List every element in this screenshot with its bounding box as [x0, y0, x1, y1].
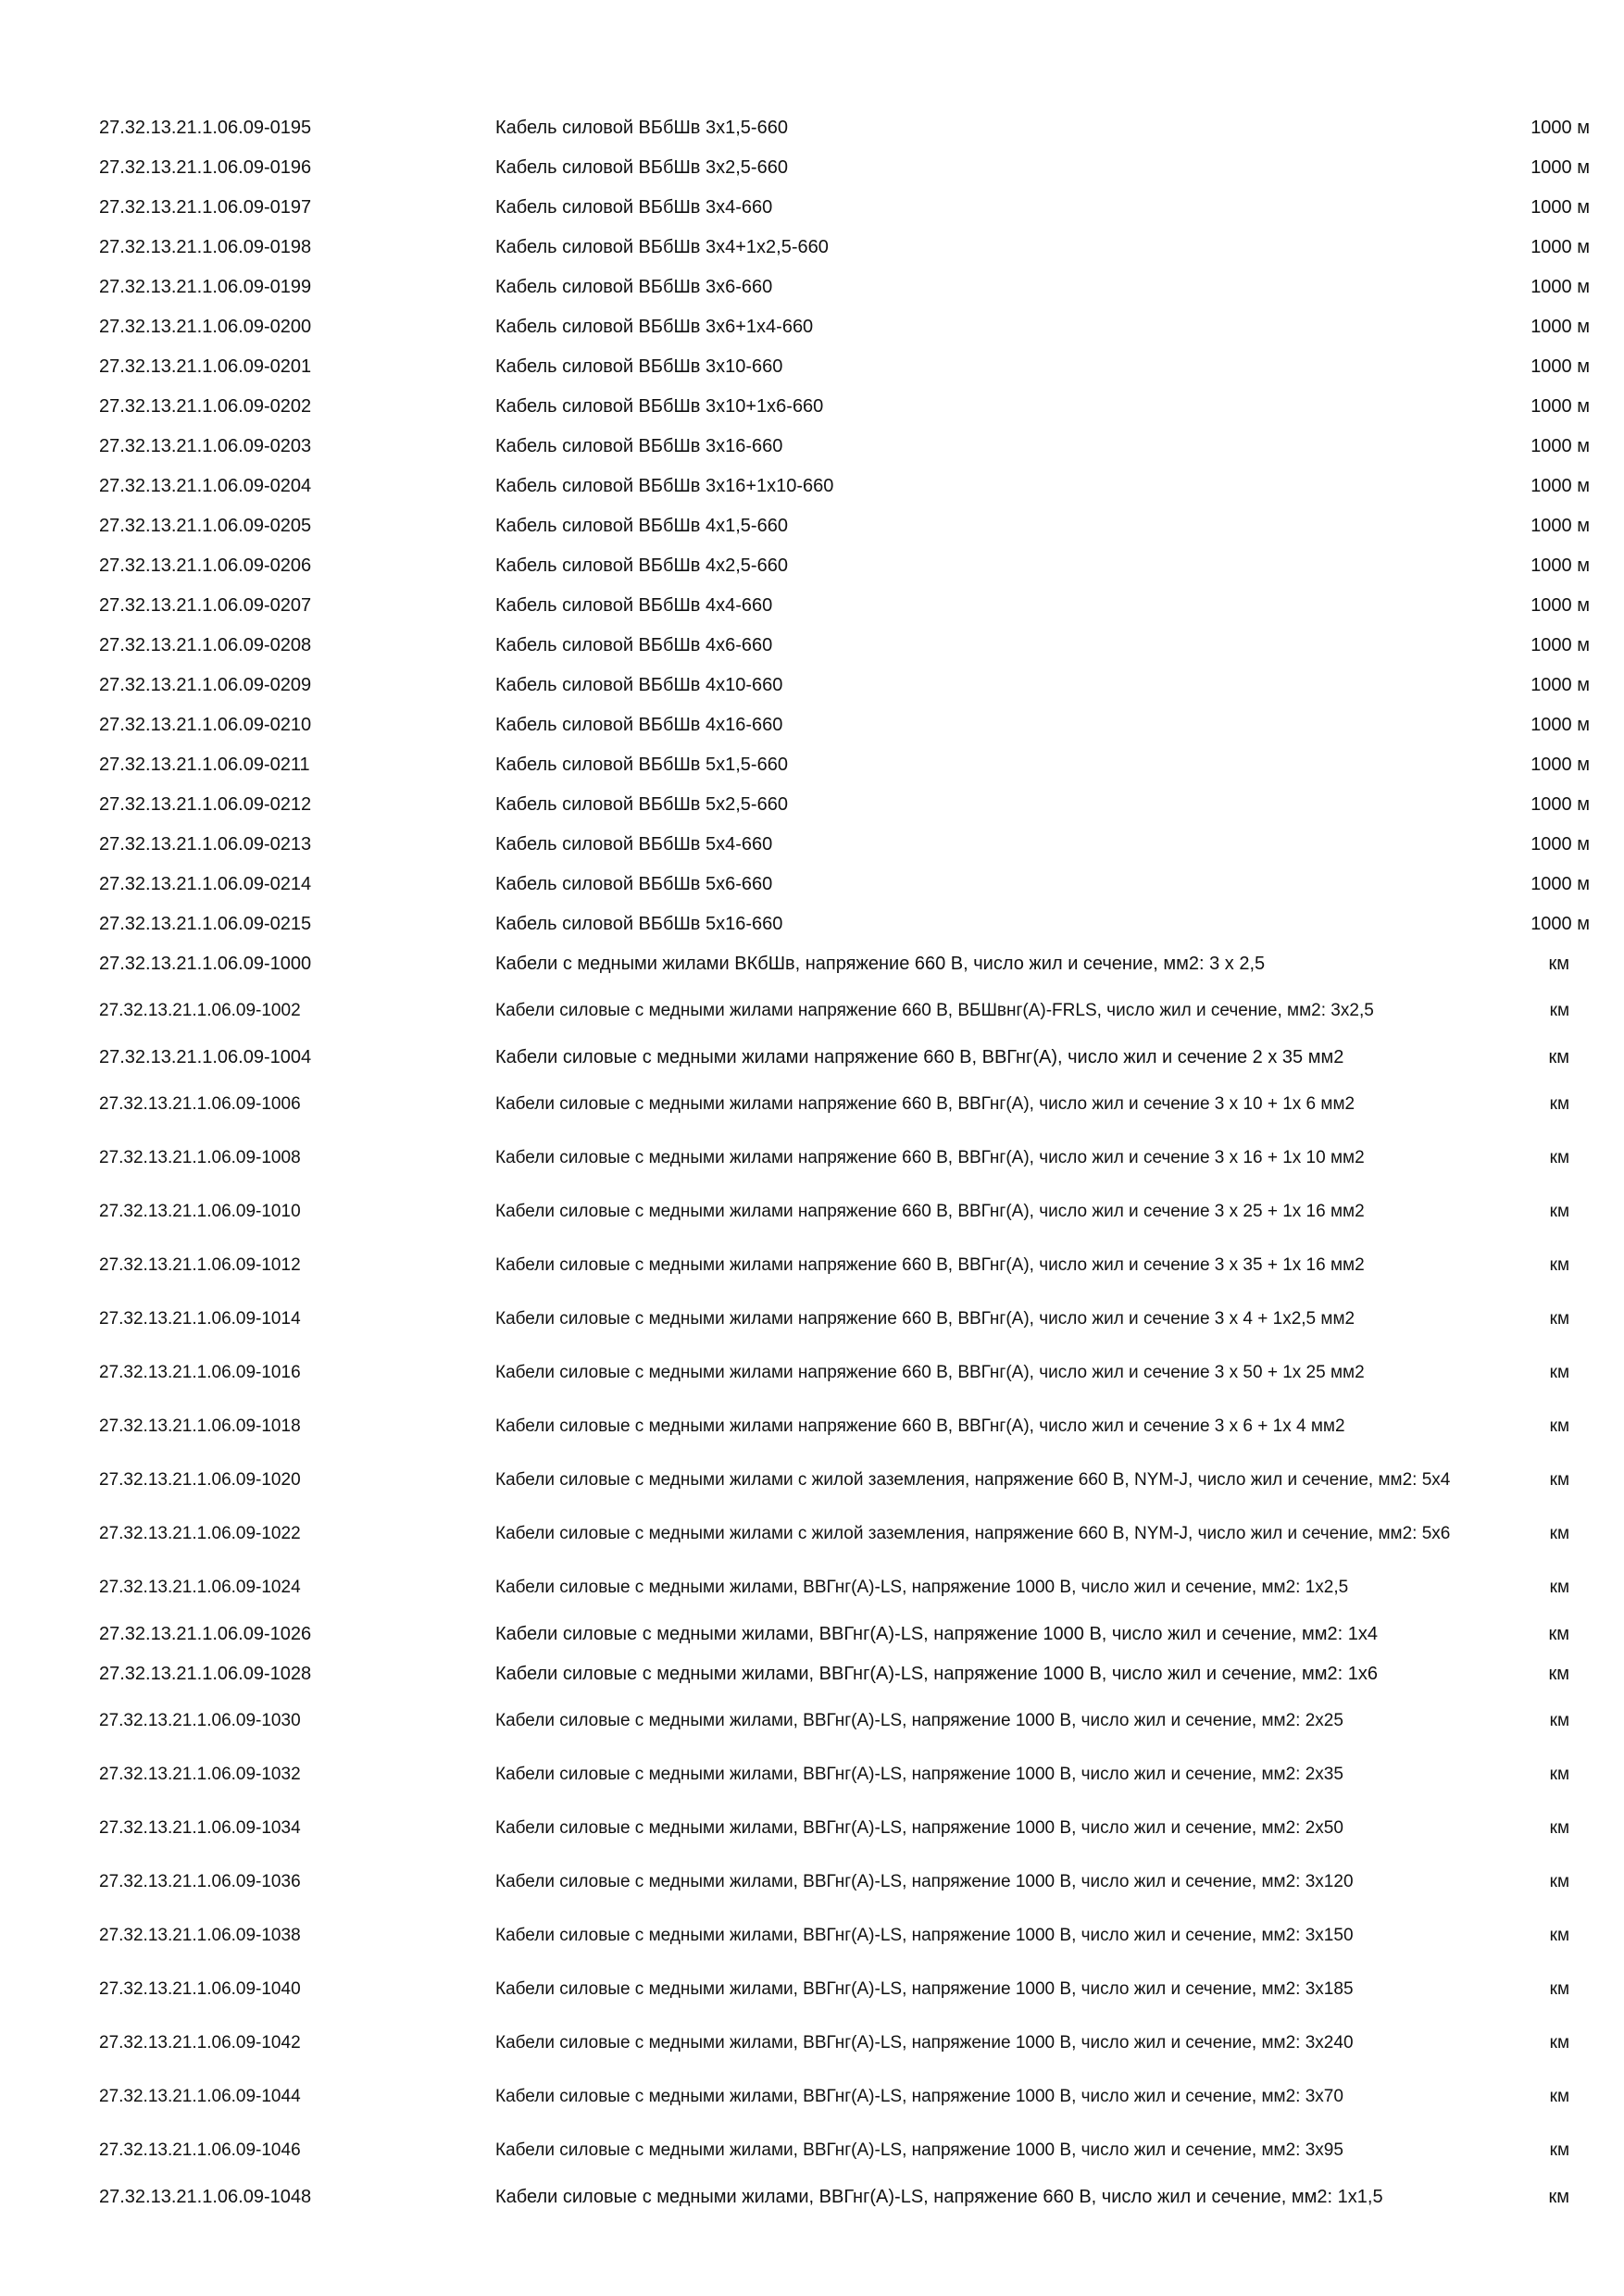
item-code: 27.32.13.21.1.06.09-1032	[99, 1764, 301, 1784]
item-name: Кабели силовые с медными жилами напряжение 660 В, ВВГнг(А), число жил и сечение 3 х 50 + 1х 25 мм2	[495, 1362, 1365, 1382]
item-code: 27.32.13.21.1.06.09-0211	[99, 754, 310, 775]
table-row	[99, 187, 1590, 227]
table-row	[99, 1184, 1590, 1238]
item-code: 27.32.13.21.1.06.09-1024	[99, 1577, 301, 1597]
item-name: Кабель силовой ВБбШв 3х10+1х6-660	[495, 395, 824, 417]
table-row	[99, 1962, 1590, 2015]
table-row	[99, 426, 1590, 466]
item-code: 27.32.13.21.1.06.09-0199	[99, 276, 312, 297]
item-code: 27.32.13.21.1.06.09-1040	[99, 1978, 301, 1999]
table-row	[99, 585, 1590, 625]
table-row	[99, 2015, 1590, 2069]
item-code: 27.32.13.21.1.06.09-0198	[99, 236, 312, 257]
item-code: 27.32.13.21.1.06.09-1006	[99, 1093, 301, 1114]
item-name: Кабель силовой ВБбШв 4х1,5-660	[495, 515, 788, 536]
item-name: Кабели силовые с медными жилами, ВВГнг(А)-LS, напряжение 1000 В, число жил и сечение, мм2: 3х185	[495, 1978, 1354, 1999]
item-code: 27.32.13.21.1.06.09-0205	[99, 515, 312, 536]
item-code: 27.32.13.21.1.06.09-1008	[99, 1147, 301, 1167]
table-row	[99, 1130, 1590, 1184]
table-row	[99, 2177, 1590, 2216]
item-unit: 1000 м	[1530, 833, 1590, 855]
item-code: 27.32.13.21.1.06.09-1042	[99, 2032, 301, 2053]
item-unit: 1000 м	[1530, 316, 1590, 337]
item-unit: км	[1549, 2032, 1569, 2053]
item-unit: км	[1548, 2186, 1569, 2207]
item-unit: 1000 м	[1530, 873, 1590, 894]
item-name: Кабели силовые с медными жилами напряжение 660 В, ВВГнг(А), число жил и сечение 3 х 16 + 1х 10 мм2	[495, 1147, 1365, 1167]
item-code: 27.32.13.21.1.06.09-0212	[99, 793, 312, 815]
item-name: Кабели силовые с медными жилами, ВВГнг(А)-LS, напряжение 1000 В, число жил и сечение, мм2: 1х6	[495, 1663, 1379, 1684]
item-name: Кабели силовые с медными жилами напряжение 660 В, ВВГнг(А), число жил и сечение 3 х 35 + 1х 16 мм2	[495, 1254, 1365, 1275]
item-name: Кабели силовые с медными жилами напряжение 660 В, ВВГнг(А), число жил и сечение 3 х 25 + 1х 16 мм2	[495, 1201, 1365, 1221]
item-code: 27.32.13.21.1.06.09-0203	[99, 435, 312, 456]
item-unit: 1000 м	[1530, 356, 1590, 377]
item-name: Кабели силовые с медными жилами, ВВГнг(А)-LS, напряжение 1000 В, число жил и сечение, мм2: 3х150	[495, 1925, 1354, 1945]
item-name: Кабели силовые с медными жилами с жилой заземления, напряжение 660 В, NYM-J, число жил и сечение, мм2: 5х6	[495, 1523, 1451, 1543]
item-name: Кабель силовой ВБбШв 3х16-660	[495, 435, 783, 456]
item-unit: км	[1549, 2086, 1569, 2106]
item-name: Кабели силовые с медными жилами напряжение 660 В, ВВГнг(А), число жил и сечение 3 х 4 + 1х2,5 мм2	[495, 1308, 1355, 1329]
item-unit: км	[1549, 1254, 1569, 1275]
item-code: 27.32.13.21.1.06.09-1002	[99, 1000, 301, 1020]
item-unit: 1000 м	[1530, 714, 1590, 735]
item-name: Кабель силовой ВБбШв 3х4+1х2,5-660	[495, 236, 829, 257]
item-name: Кабель силовой ВБбШв 4х4-660	[495, 594, 773, 616]
item-unit: 1000 м	[1530, 913, 1590, 934]
table-row	[99, 1653, 1590, 1693]
table-row	[99, 1345, 1590, 1399]
item-name: Кабели силовые с медными жилами, ВВГнг(А)-LS, напряжение 1000 В, число жил и сечение, мм2: 1х4	[495, 1623, 1379, 1644]
item-unit: км	[1549, 1000, 1569, 1020]
item-unit: 1000 м	[1530, 594, 1590, 616]
item-code: 27.32.13.21.1.06.09-0209	[99, 674, 312, 695]
item-name: Кабели с медными жилами ВКбШв, напряжение 660 В, число жил и сечение, мм2: 3 х 2,5	[495, 953, 1266, 974]
item-code: 27.32.13.21.1.06.09-1036	[99, 1871, 301, 1891]
table-row	[99, 1801, 1590, 1854]
item-name: Кабель силовой ВБбШв 5х6-660	[495, 873, 773, 894]
item-unit: км	[1549, 1093, 1569, 1114]
table-row	[99, 943, 1590, 983]
item-name: Кабель силовой ВБбШв 3х2,5-660	[495, 156, 788, 178]
table-row	[99, 1238, 1590, 1292]
table-row	[99, 625, 1590, 665]
item-unit: км	[1548, 1623, 1569, 1644]
item-name: Кабель силовой ВБбШв 4х2,5-660	[495, 555, 788, 576]
item-code: 27.32.13.21.1.06.09-1022	[99, 1523, 301, 1543]
item-unit: 1000 м	[1530, 117, 1590, 138]
item-code: 27.32.13.21.1.06.09-0201	[99, 356, 312, 377]
table-row	[99, 904, 1590, 943]
table-row	[99, 1453, 1590, 1506]
item-unit: 1000 м	[1530, 196, 1590, 218]
item-name: Кабели силовые с медными жилами напряжение 660 В, ВВГнг(А), число жил и сечение 3 х 10 + 1х 6 мм2	[495, 1093, 1355, 1114]
item-unit: 1000 м	[1530, 435, 1590, 456]
item-code: 27.32.13.21.1.06.09-1048	[99, 2186, 312, 2207]
item-unit: 1000 м	[1530, 276, 1590, 297]
item-name: Кабели силовые с медными жилами, ВВГнг(А)-LS, напряжение 1000 В, число жил и сечение, мм2: 3х70	[495, 2086, 1343, 2106]
item-code: 27.32.13.21.1.06.09-1018	[99, 1416, 301, 1436]
table-row	[99, 864, 1590, 904]
item-code: 27.32.13.21.1.06.09-1026	[99, 1623, 312, 1644]
item-unit: 1000 м	[1530, 475, 1590, 496]
item-code: 27.32.13.21.1.06.09-1038	[99, 1925, 301, 1945]
item-code: 27.32.13.21.1.06.09-0202	[99, 395, 312, 417]
item-unit: 1000 м	[1530, 156, 1590, 178]
table-row	[99, 1077, 1590, 1130]
item-name: Кабели силовые с медными жилами, ВВГнг(А)-LS, напряжение 1000 В, число жил и сечение, мм2: 3х95	[495, 2140, 1343, 2160]
item-code: 27.32.13.21.1.06.09-1030	[99, 1710, 301, 1730]
item-code: 27.32.13.21.1.06.09-1016	[99, 1362, 301, 1382]
item-code: 27.32.13.21.1.06.09-1020	[99, 1469, 301, 1490]
item-unit: км	[1549, 1147, 1569, 1167]
item-code: 27.32.13.21.1.06.09-0195	[99, 117, 312, 138]
item-code: 27.32.13.21.1.06.09-0204	[99, 475, 312, 496]
table-row	[99, 466, 1590, 505]
item-unit: км	[1549, 1925, 1569, 1945]
item-code: 27.32.13.21.1.06.09-1046	[99, 2140, 301, 2160]
table-row	[99, 705, 1590, 744]
item-code: 27.32.13.21.1.06.09-0197	[99, 196, 312, 218]
item-name: Кабели силовые с медными жилами напряжение 660 В, ВВГнг(А), число жил и сечение 3 х 6 + 1х 4 мм2	[495, 1416, 1345, 1436]
table-row	[99, 107, 1590, 147]
item-name: Кабели силовые с медными жилами, ВВГнг(А)-LS, напряжение 1000 В, число жил и сечение, мм2: 2х25	[495, 1710, 1343, 1730]
item-unit: км	[1548, 953, 1569, 974]
item-name: Кабели силовые с медными жилами с жилой заземления, напряжение 660 В, NYM-J, число жил и сечение, мм2: 5х4	[495, 1469, 1451, 1490]
item-code: 27.32.13.21.1.06.09-0207	[99, 594, 312, 616]
table-row	[99, 2069, 1590, 2123]
item-code: 27.32.13.21.1.06.09-0210	[99, 714, 312, 735]
item-name: Кабель силовой ВБбШв 3х10-660	[495, 356, 783, 377]
item-name: Кабель силовой ВБбШв 5х4-660	[495, 833, 773, 855]
item-unit: км	[1549, 1362, 1569, 1382]
item-name: Кабели силовые с медными жилами, ВВГнг(А)-LS, напряжение 1000 В, число жил и сечение, мм2: 1х2,5	[495, 1577, 1349, 1597]
item-code: 27.32.13.21.1.06.09-1000	[99, 953, 312, 974]
item-name: Кабели силовые с медными жилами, ВВГнг(А)-LS, напряжение 1000 В, число жил и сечение, мм2: 3х120	[495, 1871, 1354, 1891]
table-row	[99, 1693, 1590, 1747]
table-row	[99, 346, 1590, 386]
table-row	[99, 824, 1590, 864]
item-name: Кабель силовой ВБбШв 3х6-660	[495, 276, 773, 297]
item-name: Кабель силовой ВБбШв 4х16-660	[495, 714, 783, 735]
item-name: Кабель силовой ВБбШв 3х6+1х4-660	[495, 316, 814, 337]
item-name: Кабель силовой ВБбШв 5х2,5-660	[495, 793, 788, 815]
item-unit: км	[1549, 1523, 1569, 1543]
item-unit: км	[1549, 1710, 1569, 1730]
price-table	[99, 107, 1590, 2216]
item-code: 27.32.13.21.1.06.09-0214	[99, 873, 312, 894]
table-row	[99, 1908, 1590, 1962]
table-row	[99, 1560, 1590, 1614]
table-row	[99, 1037, 1590, 1077]
table-row	[99, 983, 1590, 1037]
item-code: 27.32.13.21.1.06.09-0200	[99, 316, 312, 337]
item-code: 27.32.13.21.1.06.09-1028	[99, 1663, 312, 1684]
item-code: 27.32.13.21.1.06.09-0215	[99, 913, 312, 934]
item-unit: км	[1549, 1469, 1569, 1490]
table-row	[99, 147, 1590, 187]
item-code: 27.32.13.21.1.06.09-1014	[99, 1308, 301, 1329]
item-name: Кабели силовые с медными жилами, ВВГнг(А)-LS, напряжение 1000 В, число жил и сечение, мм2: 2х35	[495, 1764, 1343, 1784]
item-unit: км	[1548, 1046, 1569, 1067]
item-unit: 1000 м	[1530, 754, 1590, 775]
item-code: 27.32.13.21.1.06.09-1004	[99, 1046, 312, 1067]
item-unit: 1000 м	[1530, 555, 1590, 576]
table-row	[99, 1399, 1590, 1453]
item-name: Кабель силовой ВБбШв 3х4-660	[495, 196, 773, 218]
item-code: 27.32.13.21.1.06.09-1044	[99, 2086, 301, 2106]
table-row	[99, 545, 1590, 585]
table-row	[99, 306, 1590, 346]
item-unit: км	[1549, 1201, 1569, 1221]
table-row	[99, 1614, 1590, 1653]
item-name: Кабель силовой ВБбШв 3х16+1х10-660	[495, 475, 834, 496]
table-row	[99, 1854, 1590, 1908]
item-unit: км	[1549, 1416, 1569, 1436]
table-row	[99, 267, 1590, 306]
table-row	[99, 665, 1590, 705]
item-unit: км	[1549, 1577, 1569, 1597]
item-unit: 1000 м	[1530, 674, 1590, 695]
item-unit: км	[1549, 1764, 1569, 1784]
item-unit: 1000 м	[1530, 515, 1590, 536]
item-name: Кабель силовой ВБбШв 5х16-660	[495, 913, 783, 934]
item-unit: 1000 м	[1530, 793, 1590, 815]
item-code: 27.32.13.21.1.06.09-0208	[99, 634, 312, 655]
item-name: Кабели силовые с медными жилами, ВВГнг(А)-LS, напряжение 660 В, число жил и сечение, мм2: 1х1,5	[495, 2186, 1383, 2207]
item-unit: 1000 м	[1530, 395, 1590, 417]
item-unit: км	[1548, 1663, 1569, 1684]
table-row	[99, 784, 1590, 824]
item-name: Кабели силовые с медными жилами напряжение 660 В, ВВГнг(А), число жил и сечение 2 х 35 мм2	[495, 1046, 1344, 1067]
item-unit: км	[1549, 1817, 1569, 1838]
item-unit: 1000 м	[1530, 236, 1590, 257]
item-unit: км	[1549, 1308, 1569, 1329]
item-name: Кабель силовой ВБбШв 3х1,5-660	[495, 117, 788, 138]
table-row	[99, 1747, 1590, 1801]
item-unit: 1000 м	[1530, 634, 1590, 655]
item-code: 27.32.13.21.1.06.09-0213	[99, 833, 312, 855]
item-name: Кабель силовой ВБбШв 4х6-660	[495, 634, 773, 655]
table-row	[99, 227, 1590, 267]
item-code: 27.32.13.21.1.06.09-0196	[99, 156, 312, 178]
item-unit: км	[1549, 1871, 1569, 1891]
item-name: Кабель силовой ВБбШв 5х1,5-660	[495, 754, 788, 775]
item-unit: км	[1549, 2140, 1569, 2160]
table-row	[99, 386, 1590, 426]
table-row	[99, 1506, 1590, 1560]
table-row	[99, 2123, 1590, 2177]
item-name: Кабели силовые с медными жилами напряжение 660 В, ВБШвнг(А)-FRLS, число жил и сечение, мм2: 3х2,5	[495, 1000, 1374, 1020]
item-code: 27.32.13.21.1.06.09-1010	[99, 1201, 301, 1221]
table-row	[99, 1292, 1590, 1345]
table-row	[99, 505, 1590, 545]
table-row	[99, 744, 1590, 784]
item-code: 27.32.13.21.1.06.09-1012	[99, 1254, 301, 1275]
item-name: Кабели силовые с медными жилами, ВВГнг(А)-LS, напряжение 1000 В, число жил и сечение, мм2: 2х50	[495, 1817, 1343, 1838]
item-code: 27.32.13.21.1.06.09-1034	[99, 1817, 301, 1838]
item-code: 27.32.13.21.1.06.09-0206	[99, 555, 312, 576]
item-name: Кабели силовые с медными жилами, ВВГнг(А)-LS, напряжение 1000 В, число жил и сечение, мм2: 3х240	[495, 2032, 1354, 2053]
item-name: Кабель силовой ВБбШв 4х10-660	[495, 674, 783, 695]
item-unit: км	[1549, 1978, 1569, 1999]
